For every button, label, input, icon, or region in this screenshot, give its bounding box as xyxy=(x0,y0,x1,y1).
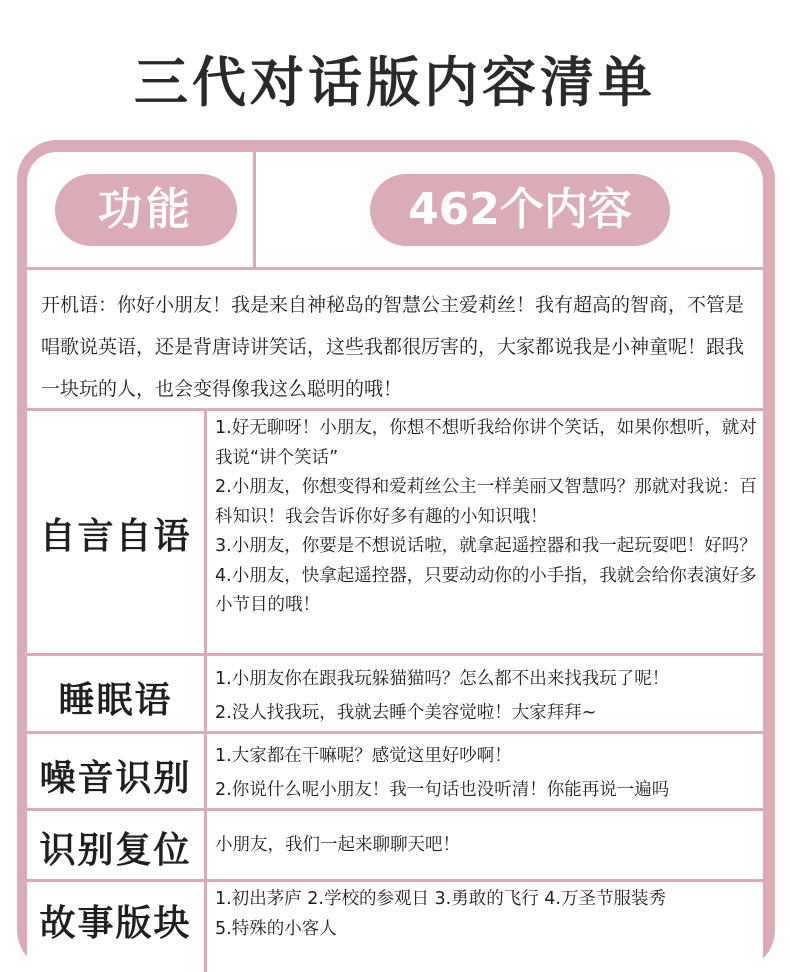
content-table xyxy=(27,152,763,972)
content-count-pill: 462个内容 xyxy=(370,174,670,246)
page-title: 三代对话版内容清单 xyxy=(134,51,656,114)
row-content-reset xyxy=(215,830,761,860)
list-item: 2.小朋友，你想变得和爱莉丝公主一样美丽又智慧吗？那就对我说：百科知识！我会告诉你好多有趣的小知识哦！ xyxy=(215,477,757,527)
divider xyxy=(27,267,763,270)
row-content-sleep xyxy=(215,662,761,730)
list-item: 1.小朋友你在跟我玩躲猫猫吗？怎么都不出来找我玩了呢！ xyxy=(215,669,670,689)
row-label-reset: 识别复位 xyxy=(39,830,192,871)
divider xyxy=(27,653,763,656)
row-label-self-talk: 自言自语 xyxy=(39,516,192,557)
list-item: 3.小朋友，你要是不想说话啦，就拿起遥控器和我一起玩耍吧！好吗？ xyxy=(215,536,757,556)
divider xyxy=(27,808,763,811)
header-divider xyxy=(253,152,256,267)
row-content-noise xyxy=(215,739,761,807)
function-header-pill: 功能 xyxy=(55,174,237,246)
label-column-divider xyxy=(204,408,207,972)
divider xyxy=(27,879,763,882)
row-content-stories xyxy=(215,884,761,944)
row-label-noise: 噪音识别 xyxy=(39,758,192,799)
list-item: 4.小朋友，快拿起遥控器，只要动动你的小手指，我就会给你表演好多小节目的哦！ xyxy=(215,565,757,615)
list-item: 2.没人找我玩，我就去睡个美容觉啦！大家拜拜~ xyxy=(215,703,597,723)
divider xyxy=(27,408,763,411)
divider xyxy=(27,731,763,734)
list-item: 5.特殊的小客人 xyxy=(215,919,337,939)
row-label-stories: 故事版块 xyxy=(39,903,192,944)
row-content-self-talk xyxy=(215,414,761,621)
list-item: 小朋友，我们一起来聊聊天吧！ xyxy=(215,835,460,855)
list-item: 1.好无聊呀！小朋友，你想不想听我给你讲个笑话，如果你想听，就对我说“讲个笑话” xyxy=(215,418,757,468)
intro-text: 开机语：你好小朋友！我是来自神秘岛的智慧公主爱莉丝！我有超高的智商，不管是唱歌说英语，还是背唐诗讲笑话，这些我都很厉害的，大家都说我是小神童呢！跟我一块玩的人，也会变得像我这么聪明的哦！ xyxy=(41,294,745,400)
row-label-sleep: 睡眠语 xyxy=(58,680,173,721)
list-item: 2.你说什么呢小朋友！我一句话也没听清！你能再说一遍吗 xyxy=(215,780,670,800)
list-item: 1.大家都在干嘛呢？感觉这里好吵啊！ xyxy=(215,746,512,766)
list-item: 1.初出茅庐 2.学校的参观日 3.勇敢的飞行 4.万圣节服装秀 xyxy=(215,889,666,909)
